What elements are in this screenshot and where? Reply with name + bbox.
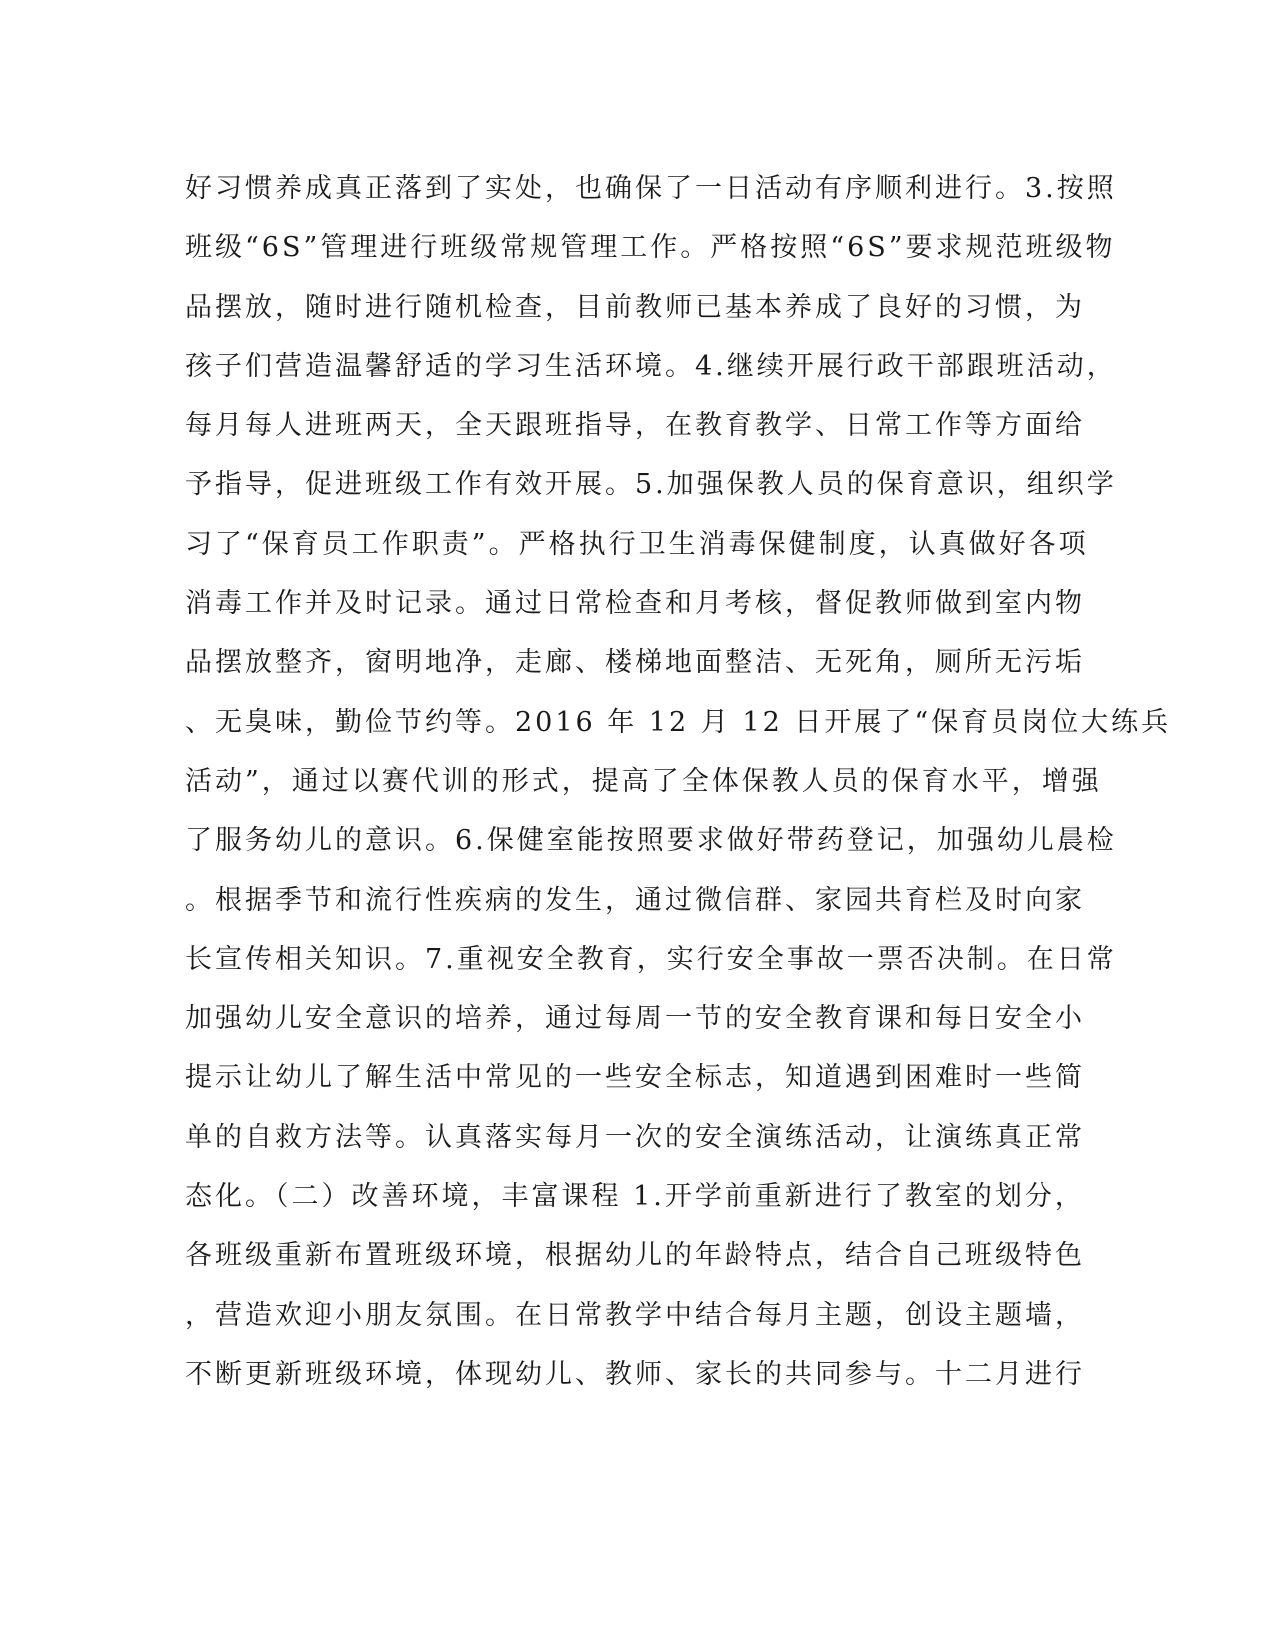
text-line: 每月每人进班两天，全天跟班指导，在教育教学、日常工作等方面给 [185, 410, 1085, 442]
text-line: 、无臭味，勤俭节约等。2016 年 12 月 12 日开展了“保育员岗位大练兵 [185, 706, 1172, 738]
text-line: 提示让幼儿了解生活中常见的一些安全标志，知道遇到困难时一些简 [185, 1062, 1085, 1094]
text-line: 习了“保育员工作职责”。严格执行卫生消毒保健制度，认真做好各项 [185, 528, 1089, 560]
text-line: 。根据季节和流行性疾病的发生，通过微信群、家园共育栏及时向家 [185, 884, 1085, 916]
document-text-body [185, 159, 1172, 1404]
text-line: 加强幼儿安全意识的培养，通过每周一节的安全教育课和每日安全小 [185, 1003, 1085, 1035]
text-line: 孩子们营造温馨舒适的学习生活环境。4.继续开展行政干部跟班活动， [185, 350, 1117, 382]
text-line: 品摆放整齐，窗明地净，走廊、楼梯地面整洁、无死角，厕所无污垢 [185, 647, 1085, 679]
text-line: 长宣传相关知识。7.重视安全教育，实行安全事故一票否决制。在日常 [185, 943, 1117, 975]
text-line: 态化。（二）改善环境，丰富课程 1.开学前重新进行了教室的划分， [185, 1181, 1085, 1213]
text-line: 予指导，促进班级工作有效开展。5.加强保教人员的保育意识，组织学 [185, 469, 1117, 501]
text-line: 好习惯养成真正落到了实处，也确保了一日活动有序顺利进行。3.按照 [185, 173, 1117, 204]
text-line: ，营造欢迎小朋友氛围。在日常教学中结合每月主题，创设主题墙， [185, 1299, 1085, 1331]
text-line: 不断更新班级环境，体现幼儿、教师、家长的共同参与。十二月进行 [185, 1358, 1085, 1390]
text-line: 品摆放，随时进行随机检查，目前教师已基本养成了良好的习惯，为 [185, 291, 1085, 323]
text-line: 各班级重新布置班级环境，根据幼儿的年龄特点，结合自己班级特色 [185, 1240, 1085, 1272]
text-line: 了服务幼儿的意识。6.保健室能按照要求做好带药登记，加强幼儿晨检 [185, 825, 1117, 857]
text-line: 班级“6S”管理进行班级常规管理工作。严格按照“6S”要求规范班级物 [185, 232, 1116, 264]
text-line: 单的自救方法等。认真落实每月一次的安全演练活动，让演练真正常 [185, 1121, 1085, 1153]
text-line: 消毒工作并及时记录。通过日常检查和月考核，督促教师做到室内物 [185, 588, 1085, 620]
text-line: 活动”，通过以赛代训的形式，提高了全体保教人员的保育水平，增强 [185, 765, 1102, 797]
